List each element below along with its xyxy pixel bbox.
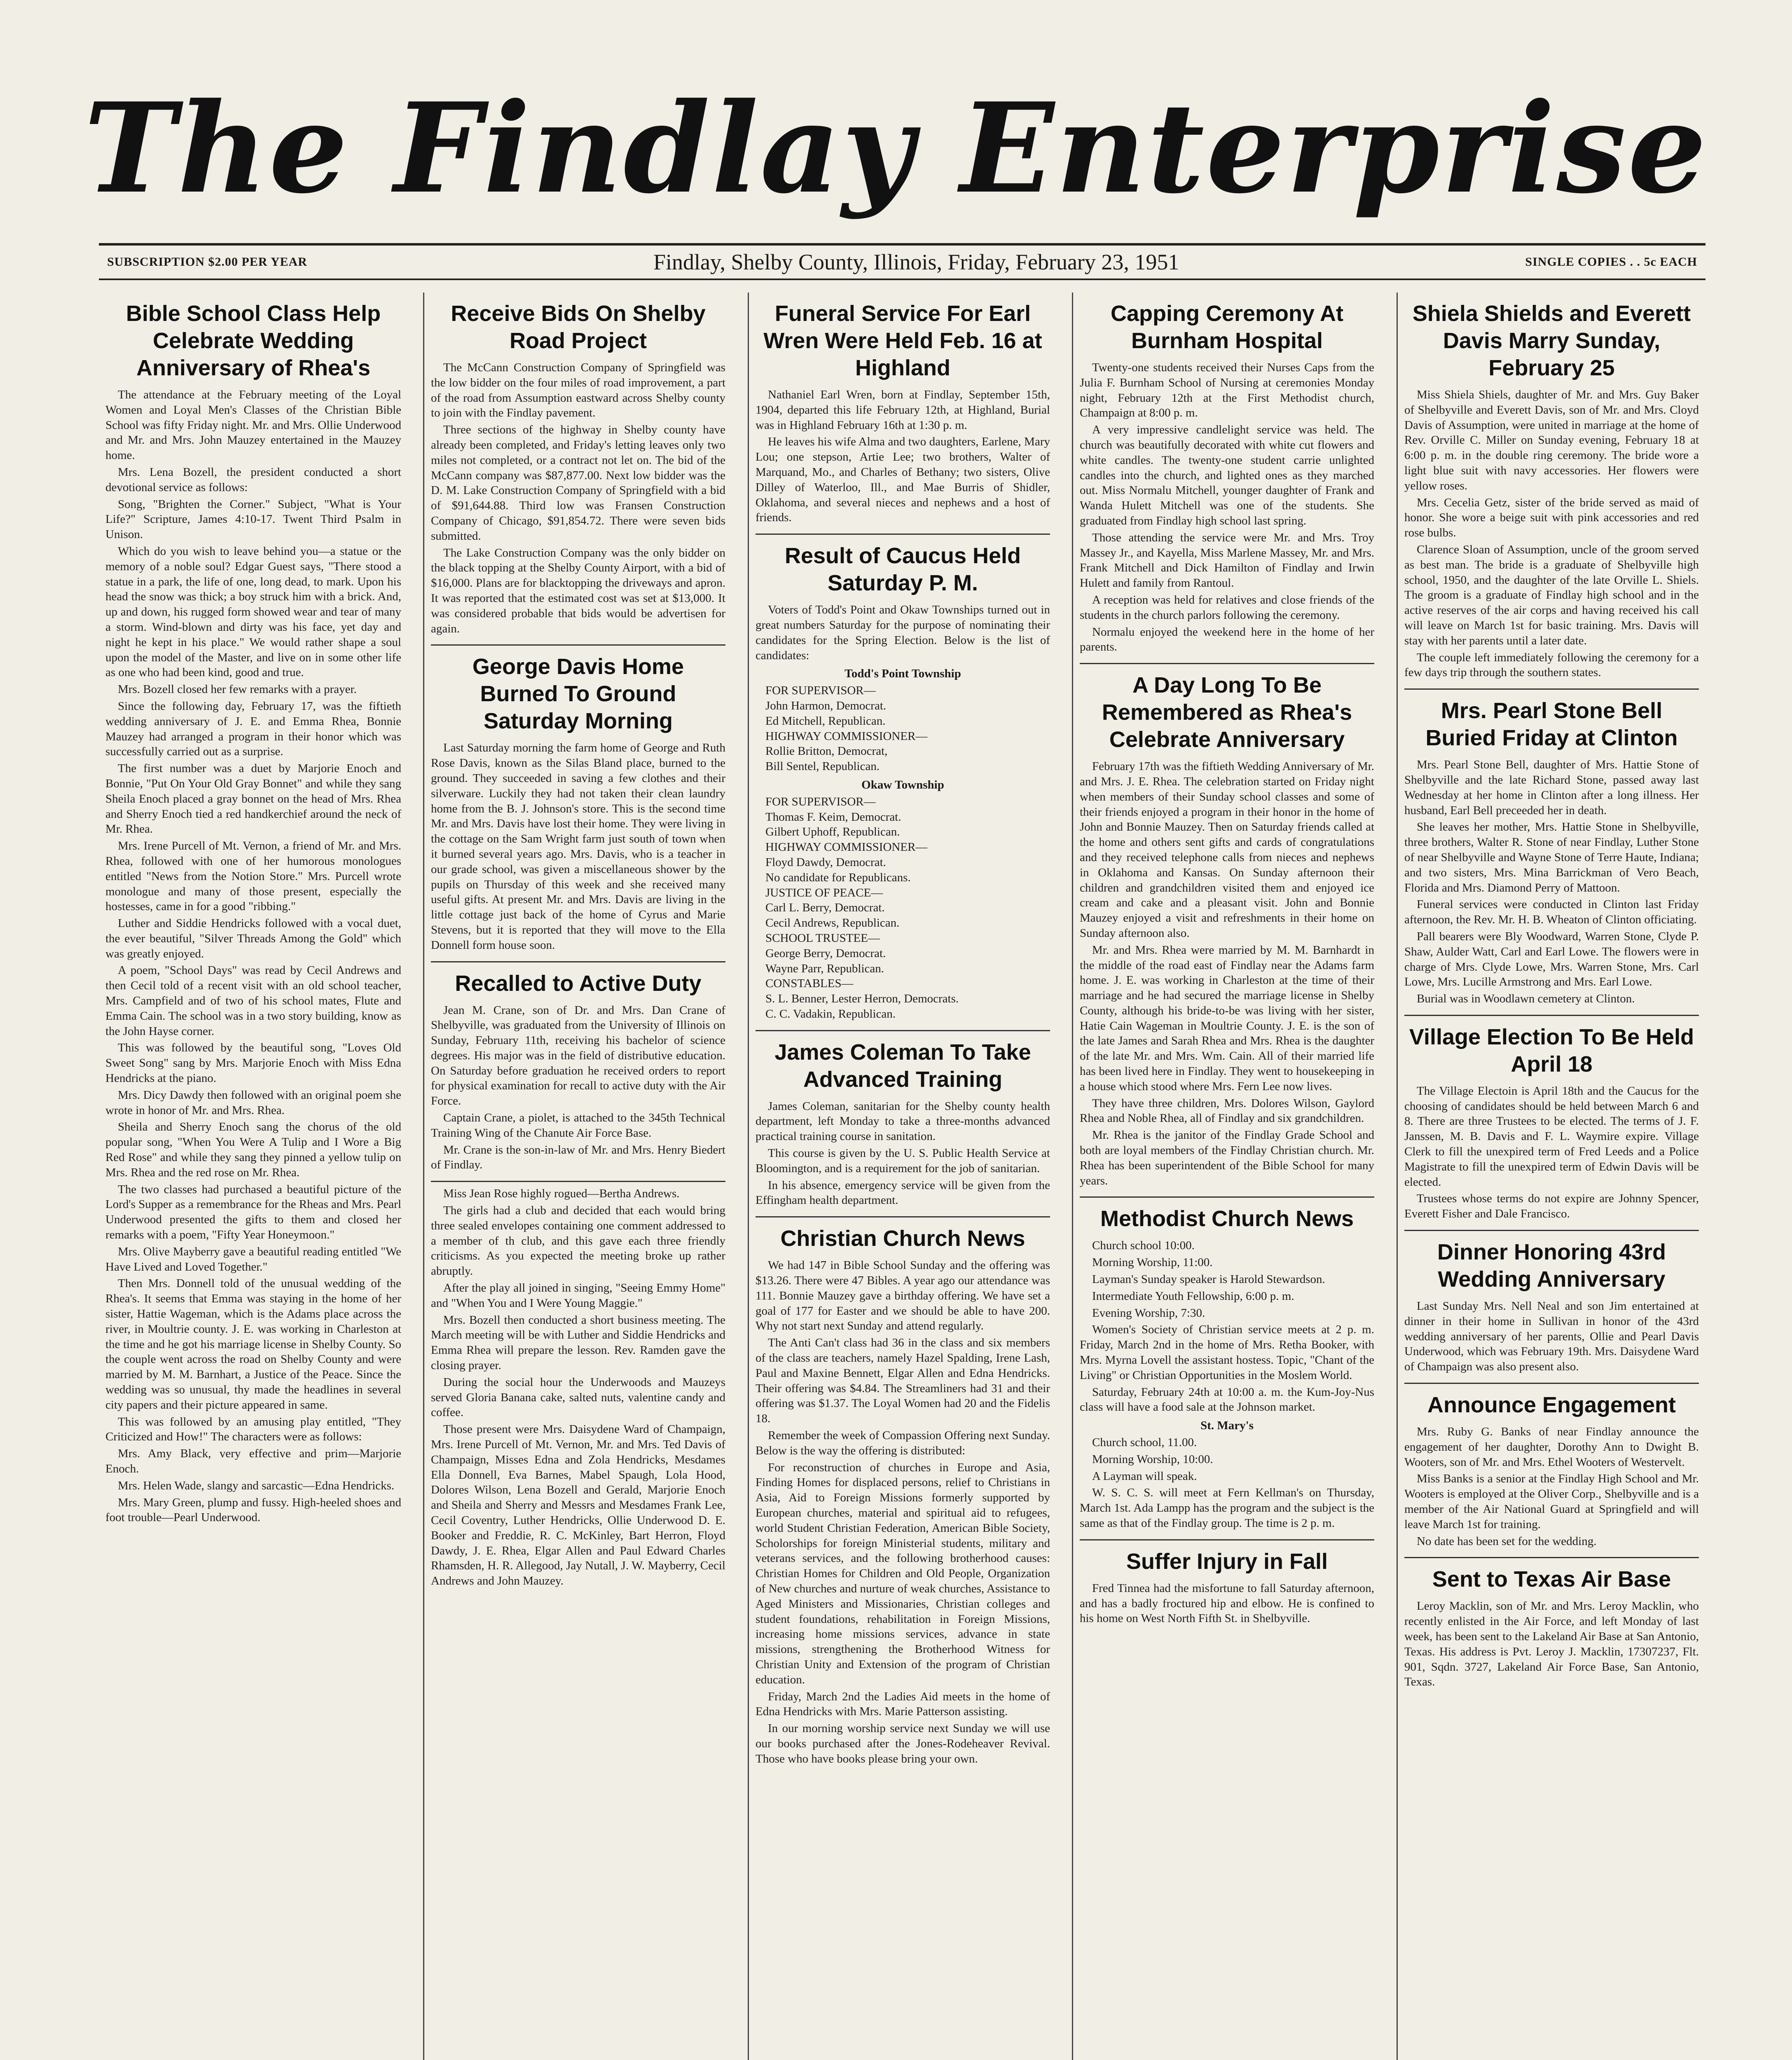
article-paragraph: Mrs. Ruby G. Banks of near Findlay announce the engagement of her daughter, Dorothy Ann to Dwight B. Wooters, son of Mr. and Mrs. Ethel Wooters of Westervelt.	[1404, 1425, 1699, 1469]
article-headline: Sent to Texas Air Base	[1432, 1567, 1671, 1592]
article-paragraph: Funeral services were conducted in Clinton last Friday afternoon, the Rev. Mr. H. B. Wheaton of Clinton officiating.	[1404, 898, 1699, 927]
article	[431, 644, 725, 953]
article-paragraph: A very impressive candlelight service was held. The church was beautifully decorated with white cut flowers and white candles. The twenty-one student carrie unlighted candles into the church, and lighted ones as they marched out. Miss Normalu Mitchell, younger daughter of Frank and Wanda Hulett Mitchell was one of the students. She graduated from Findlay high school last spring.	[1080, 423, 1374, 527]
article-paragraph: Voters of Todd's Point and Okaw Townships turned out in great numbers Saturday for the purpose of nominating their candidates for the Spring Election. Below is the list of candidates:	[756, 603, 1050, 662]
article-paragraph: Jean M. Crane, son of Dr. and Mrs. Dan Crane of Shelbyville, was graduated from the University of Illinois on Sunday, February 11th, receiving his bachelor of science degrees. His major was in the field of distributive education. On Saturday before graduation he received orders to report for physical examination for recall to active duty with the Air Force.	[431, 1003, 725, 1108]
article-paragraph: February 17th was the fiftieth Wedding Anniversary of Mr. and Mrs. J. E. Rhea. The celebration started on Friday night when members of their Sunday school classes and some of their friends enjoyed a program in their honor in the home of John and Bonnie Mauzey. Then on Saturday friends called at the home and others sent gifts and cards of congratulations and they received telephone calls from nieces and nephews in Oklahoma and Kansas. On Sunday afternoon their children and grandchildren visited them and enjoyed ice cream and cake and a pleasant visit. John and Bonnie Mauzey enjoyed a visit and refreshments in their home on Sunday afternoon also.	[1080, 760, 1374, 940]
article	[1080, 663, 1374, 1188]
article-divider	[1080, 1196, 1374, 1198]
article-divider	[431, 961, 725, 962]
article-paragraph: Mrs. Irene Purcell of Mt. Vernon, a friend of Mr. and Mrs. Rhea, followed with one of her humorous monologues entitled "News from the Notion Store." Mrs. Purcell wrote monologue and many of those present, especially the hostesses, came in for a good "ribbing."	[105, 839, 401, 913]
article-paragraph: Remember the week of Compassion Offering next Sunday. Below is the way the offering is distributed:	[756, 1429, 1050, 1457]
article-paragraph: Women's Society of Christian service meets at 2 p. m. Friday, March 2nd in the home of Mrs. Retha Booker, with Mrs. Myrna Lovell the assistant hostess. Topic, "Chant of the Living" or Christian Opportunities in the Moslem World.	[1080, 1323, 1374, 1382]
candidate-list-item: C. C. Vadakin, Republican.	[765, 1007, 896, 1021]
article-divider	[431, 644, 725, 646]
article-divider	[1404, 688, 1699, 690]
article	[431, 961, 725, 1173]
article-paragraph: W. S. C. S. will meet at Fern Kellman's on Thursday, March 1st. Ada Lampp has the program and the subject is the same as that of the Findlay group. The time is 2 p. m.	[1080, 1486, 1374, 1530]
article	[1404, 1557, 1699, 1690]
article-divider	[1080, 1539, 1374, 1540]
article-paragraph: The girls had a club and decided that each would bring three sealed envelopes containing one comment addressed to a member of th club, and this gave each three friendly criticisms. As you expected the meeting broke up rather abruptly.	[431, 1204, 725, 1278]
article-headline: Mrs. Pearl Stone Bell Buried Friday at Clinton	[1425, 698, 1678, 751]
article-headline: Funeral Service For Earl Wren Were Held Feb. 16 at Highland	[763, 301, 1042, 380]
column-3	[748, 293, 1057, 2060]
article-divider	[756, 534, 1050, 535]
article	[431, 300, 725, 636]
article-paragraph: Layman's Sunday speaker is Harold Stewardson.	[1092, 1273, 1325, 1286]
article-headline: Announce Engagement	[1427, 1393, 1676, 1418]
article-paragraph: Clarence Sloan of Assumption, uncle of the groom served as best man. The bride is a graduate of Shelbyville high school, 1950, and the daughter of the late Orville L. Shiels. The groom is a graduate of Findlay high school and in the active reserves of the air corps and having received his call will leave on March 1st for basic training. Mrs. Davis will stay with her parents until a later date.	[1404, 543, 1699, 647]
article-headline: Capping Ceremony At Burnham Hospital	[1110, 301, 1344, 353]
column-1	[99, 293, 408, 2060]
column-4	[1072, 293, 1381, 2060]
article-paragraph: Three sections of the highway in Shelby county have already been completed, and Friday's letting leaves only two miles not completed, or a contract not let on. The bid of the McCann company was $87,877.00. Next low bidder was the D. M. Lake Construction Company of Springfield with a bid of $91,644.88. Third low was Fransen Construction Company of Chicago, $91,854.72. There were seven bids submitted.	[431, 423, 725, 543]
article	[1404, 1383, 1699, 1549]
article-paragraph: Luther and Siddie Hendricks followed with a vocal duet, the ever beautiful, "Silver Threads Among the Gold" which was greatly enjoyed.	[105, 917, 401, 960]
candidate-list-item: No candidate for Republicans.	[765, 871, 911, 884]
article-paragraph: The Village Electoin is April 18th and the Caucus for the choosing of candidates should be held between March 6 and 8. There are three Trustees to be elected. The terms of J. F. Janssen, M. B. Davis and F. L. Waymire expire. Village Clerk to fill the unexpired term of Fred Leeds and a Police Magistrate to fill the unexpired term of Edwin Davis will be elected.	[1404, 1084, 1699, 1189]
article-paragraph: Sheila and Sherry Enoch sang the chorus of the old popular song, "When You Were A Tulip and I Wore a Big Red Rose" and while they sang they pinned a yellow tulip on Mrs. Rhea and the red rose on Mr. Rhea.	[105, 1120, 401, 1179]
article-paragraph: Trustees whose terms do not expire are Johnny Spencer, Everett Fisher and Dale Francisco.	[1404, 1192, 1699, 1221]
article-paragraph: Twenty-one students received their Nurses Caps from the Julia F. Burnham School of Nursing at ceremonies Monday night, February 12th at the First Methodist church, Champaign at 8:00 p. m.	[1080, 361, 1374, 420]
article-divider	[1404, 1383, 1699, 1384]
candidate-list-title: Okaw Township	[861, 778, 944, 791]
article-paragraph: Burial was in Woodlawn cemetery at Clinton.	[1417, 992, 1635, 1006]
article-paragraph: The McCann Construction Company of Springfield was the low bidder on the four miles of road improvement, a part of the road from Assumption eastward across Shelby county to join with the Findlay pavement.	[431, 361, 725, 420]
candidate-list-item: HIGHWAY COMMISSIONER—	[765, 729, 928, 743]
article-paragraph: Church school 10:00.	[1092, 1239, 1195, 1252]
article	[1404, 688, 1699, 1007]
news-columns	[99, 293, 1705, 2060]
article-paragraph: Since the following day, February 17, was the fiftieth wedding anniversary of J. E. and Emma Rhea, Bonnie Mauzey had arranged a program in their honor which was successfully carried out as a surprise.	[105, 699, 401, 758]
article-headline: Suffer Injury in Fall	[1126, 1549, 1328, 1574]
article-paragraph: Mrs. Amy Black, very effective and prim—Marjorie Enoch.	[105, 1447, 401, 1475]
candidate-list-item: Carl L. Berry, Democrat.	[765, 901, 885, 915]
article-paragraph: Mrs. Helen Wade, slangy and sarcastic—Edna Hendricks.	[118, 1479, 395, 1492]
article-paragraph: Captain Crane, a piolet, is attached to the 345th Technical Training Wing of the Chanute Air Force Base.	[431, 1111, 725, 1140]
article-paragraph: This was followed by the beautiful song, "Loves Old Sweet Song" sang by Mrs. Marjorie Enoch with Miss Edna Hendricks at the piano.	[105, 1041, 401, 1085]
article-paragraph: The two classes had purchased a beautiful picture of the Lord's Supper as a remembrance for the Rheas and Mrs. Pearl Underwood presented the gifts to them and closed her remarks with a poem, "Fifty Year Honeymoon."	[105, 1182, 401, 1242]
article-divider	[1404, 1557, 1699, 1558]
article-divider	[756, 1030, 1050, 1031]
article-paragraph: Mrs. Lena Bozell, the president conducted a short devotional service as follows:	[105, 465, 401, 494]
article-paragraph: Last Sunday Mrs. Nell Neal and son Jim entertained at dinner in their home in Sullivan in honor of the 43rd wedding anniversary of her parents, Ollie and Pearl Davis Underwood, which was February 19th. Mrs. Daisydene Ward of Champaign was also present also.	[1404, 1299, 1699, 1374]
article-paragraph: The Anti Can't class had 36 in the class and six members of the class are teachers, namely Hazel Spalding, Irene Lash, Paul and Maxine Bennett, Elgar Allen and Edna Hendricks. Their offering was $4.84. The Streamliners had 31 and their offering was $1.37. The Loyal Women had 20 and the Fidelis 18.	[756, 1336, 1050, 1426]
article-divider	[1404, 1230, 1699, 1231]
article-paragraph: This was followed by an amusing play entitled, "They Criticized and How!" The characters were as follows:	[105, 1415, 401, 1444]
subscription-price: SUBSCRIPTION $2.00 PER YEAR	[107, 255, 307, 269]
article-paragraph: He leaves his wife Alma and two daughters, Earlene, Mary Lou; one stepson, Artie Lee; two brothers, Walter of Marquand, Mo., and Charles of Bethany; two sisters, Olive Dilley of Waterloo, Ill., and Mae Burris of Shidler, Oklahoma, and several nieces and nephews and a host of friends.	[756, 435, 1050, 524]
article-paragraph: Morning Worship, 11:00.	[1092, 1256, 1213, 1269]
article-paragraph: Fred Tinnea had the misfortune to fall Saturday afternoon, and has a badly froctured hip and elbow. He is confined to his home on West North Fifth St. in Shelbyville.	[1080, 1581, 1374, 1625]
column-5	[1397, 293, 1705, 2060]
candidate-list-item: HIGHWAY COMMISSIONER—	[765, 840, 928, 854]
article	[756, 1216, 1050, 1766]
article-subhead: St. Mary's	[1200, 1419, 1254, 1433]
article	[756, 1030, 1050, 1208]
article-paragraph: The first number was a duet by Marjorie Enoch and Bonnie, "Put On Your Old Gray Bonnet" and while they sang Sheila Enoch placed a gray bonnet on the head of Mrs. Rhea and Sherry Enoch tied a red handkerchief around the neck of Mr. Rhea.	[105, 762, 401, 836]
article-paragraph: Normalu enjoyed the weekend here in the home of her parents.	[1080, 625, 1374, 654]
article	[1080, 1196, 1374, 1531]
article-paragraph: Which do you wish to leave behind you—a statue or the memory of a noble soul? Edgar Guest says, "There stood a statue in a park, the life of one, long dead, to mark. Upon his head the snow was thick; a boy struck him with a brick. And, up and down, his rugged form showed wear and tear of many a storm. Wind-blown and dirty was his face, yet day and night he kept in his place." We would rather shape a soul upon the model of the Master, and live on in some other life as one who had been kind, good and true.	[105, 544, 401, 679]
article-paragraph: Song, "Brighten the Corner." Subject, "What is Your Life?" Scripture, James 4:10-17. Twent Third Psalm in Unison.	[105, 497, 401, 541]
article-paragraph: Church school, 11.00.	[1092, 1436, 1197, 1449]
issue-dateline: Findlay, Shelby County, Illinois, Friday, February 23, 1951	[653, 250, 1179, 274]
article-paragraph: In his absence, emergency service will be given from the Effingham health department.	[756, 1178, 1050, 1207]
article-headline: Result of Caucus Held Saturday P. M.	[784, 543, 1021, 596]
article-paragraph: Miss Banks is a senior at the Findlay High School and Mr. Wooters is employed at the Oliver Corp., Shelbyville and is a member of the Air National Guard at Springfield and will leave March 1st for training.	[1404, 1472, 1699, 1531]
article-paragraph: Last Saturday morning the farm home of George and Ruth Rose Davis, known as the Silas Bland place, burned to the ground. They succeeded in saving a few clothes and their silverware. Luckily they had not taken their clean laundry home from the B. J. Johnson's store. This is the second time Mr. and Mrs. Davis have lost their home. They were living in the cottage on the Sam Wright farm just south of town when it burned several years ago. Mrs. Davis, who is a teacher in our grade school, was given a miscellaneous shower by the pupils on Thursday of this week and she received many useful gifts. At present Mr. and Mrs. Davis are living in the little cottage just back of the home of Cyrus and Marie Stevens, but it is reported that they will move to the Ella Donnell form house soon.	[431, 741, 725, 952]
candidate-list-title: Todd's Point Township	[845, 667, 961, 681]
article-paragraph: Miss Shiela Shiels, daughter of Mr. and Mrs. Guy Baker of Shelbyville and Everett Davis, son of Mr. and Mrs. Cloyd Davis of Assumption, were united in marriage at the home of Rev. Orville C. Miller on Sunday evening, February 18 at 6:00 p. m. in the double ring ceremony. The bride wore a light blue suit with navy accessories. Her flowers were yellow roses.	[1404, 388, 1699, 492]
article-divider	[756, 1216, 1050, 1217]
article-divider	[1404, 1015, 1699, 1016]
article-headline: Receive Bids On Shelby Road Project	[451, 301, 706, 353]
article-paragraph: Mrs. Dicy Dawdy then followed with an original poem she wrote in honor of Mr. and Mrs. Rhea.	[105, 1088, 401, 1117]
article	[756, 300, 1050, 525]
article-paragraph: No date has been set for the wedding.	[1417, 1534, 1597, 1548]
article-paragraph: Leroy Macklin, son of Mr. and Mrs. Leroy Macklin, who recently enlisted in the Air Force, and left Monday of last week, has been sent to the Lakeland Air Base at San Antonio, Texas. His address is Pvt. Leroy J. Macklin, 17307237, Flt. 901, Sqdn. 3727, Lakeland Air Force Base, San Antonio, Texas.	[1404, 1599, 1699, 1689]
article-paragraph: Mrs. Bozell closed her few remarks with a prayer.	[118, 683, 357, 696]
article-paragraph: We had 147 in Bible School Sunday and the offering was $13.26. There were 47 Bibles. A year ago our attendance was 111. Bonnie Mauzey gave a birthday offering. We have set a goal of 177 for Easter and we should be able to have 200. Why not start next Sunday and attend regularly.	[756, 1259, 1050, 1333]
candidate-list-item: Cecil Andrews, Republican.	[765, 916, 900, 930]
article-headline: James Coleman To Take Advanced Training	[774, 1039, 1031, 1092]
article	[1080, 300, 1374, 655]
candidate-list-item: CONSTABLES—	[765, 977, 854, 990]
masthead-title: The Findlay Enterprise	[84, 75, 1708, 221]
article-headline: Dinner Honoring 43rd Wedding Anniversary	[1437, 1240, 1666, 1292]
article-paragraph: Mrs. Olive Mayberry gave a beautiful reading entitled "We Have Lived and Loved Together."	[105, 1245, 401, 1273]
article-paragraph: A reception was held for relatives and close friends of the students in the church parlors following the ceremony.	[1080, 593, 1374, 622]
candidate-list-item: Floyd Dawdy, Democrat.	[765, 855, 886, 869]
article	[105, 300, 401, 1525]
article-paragraph: Mrs. Pearl Stone Bell, daughter of Mrs. Hattie Stone of Shelbyville and the late Richard Stone, passed away last Wednesday at her home in Clinton after a long illness. Her husband, Earl Bell preceeded her in death.	[1404, 758, 1699, 817]
article-paragraph: Mr. and Mrs. Rhea were married by M. M. Barnhardt in the middle of the road east of Findlay near the Adams farm home. J. E. was working in Charleston at the time of their marriage and he had secured the marriage license in Shelby County, although his bride-to-be was living with her sister, Hatie Cain Wageman in Moultrie County. J. E. is the son of the late James and Sarah Rhea and Mrs. Rhea is the daughter of the late Mr. and Mrs. Wm. Cain. All of their married life has been lived here in Findlay. They went to housekeeping in a house which stood where Mrs. Fern Lee now lives.	[1080, 943, 1374, 1093]
article	[1404, 300, 1699, 680]
article-paragraph: This course is given by the U. S. Public Health Service at Bloomington, and is a requirement for the job of sanitarian.	[756, 1147, 1050, 1175]
candidate-list-item: Gilbert Uphoff, Republican.	[765, 825, 900, 839]
article-headline: George Davis Home Burned To Ground Saturday Morning	[472, 654, 684, 734]
candidate-list-item: Rollie Britton, Democrat,	[765, 744, 888, 758]
candidate-list-item: Ed Mitchell, Republican.	[765, 714, 886, 728]
article-paragraph: They have three children, Mrs. Dolores Wilson, Gaylord Rhea and Noble Rhea, all of Findlay and six grandchildren.	[1080, 1096, 1374, 1125]
article-paragraph: A Layman will speak.	[1092, 1469, 1197, 1483]
article-paragraph: Morning Worship, 10:00.	[1092, 1452, 1213, 1466]
column-2	[423, 293, 732, 2060]
article-paragraph: The attendance at the February meeting of the Loyal Women and Loyal Men's Classes of the Christian Bible School was fifty Friday night. Mr. and Mrs. Ollie Underwood and Mr. and Mrs. John Mauzey entertained in the Mauzey home.	[105, 388, 401, 462]
article-paragraph: Nathaniel Earl Wren, born at Findlay, September 15th, 1904, departed this life February 12th, at Highland, Burial was in Highland February 16th at 1:30 p. m.	[756, 388, 1050, 432]
article	[1080, 1539, 1374, 1626]
article-paragraph: Mr. Crane is the son-in-law of Mr. and Mrs. Henry Biedert of Findlay.	[431, 1143, 725, 1172]
candidate-list-item: Thomas F. Keim, Democrat.	[765, 810, 901, 824]
article-paragraph: During the social hour the Underwoods and Mauzeys served Gloria Banana cake, salted nuts, valentine candy and coffee.	[431, 1375, 725, 1419]
article-headline: A Day Long To Be Remembered as Rhea's Celebrate Anniversary	[1102, 673, 1352, 752]
article-paragraph: Then Mrs. Donnell told of the unusual wedding of the Rhea's. It seems that Emma was staying in the home of her sister, Hattie Wageman, which is the Adams place across the river, in Moultrie county. J. E. was working in Charleston at the time and he got his marriage license in Shelby County. So the couple went across the road on Shelby County and were married by M. M. Barnhart, a Justice of the Peace. Since the wedding was so unusual, thy made the headlines in several city papers and their picture appeared in same.	[105, 1277, 401, 1412]
article-headline: Recalled to Active Duty	[455, 971, 702, 996]
article-paragraph: For reconstruction of churches in Europe and Asia, Finding Homes for displaced persons, relief to Christians in Asia, Aid to Foreign Missions formerly supported by European churches, material and spiritual aid to refugees, world Student Christian Federation, American Bible Society, Scholorships for foreign Ministerial students, military and veterans services, and the following brotherhood causes: Christian Homes for Children and Old People, Organization of New churches and nurture of weak churches, Assistance to Aged Ministers and Missionaries, Christian colleges and student foundations, rehabilitation in Foreign Missions, increasing home missions services, advance in state missions, strengthening the Brotherhood Witness for Christian Unity and Extension of the program of Christian education.	[756, 1461, 1050, 1686]
candidate-list-item: Bill Sentel, Republican.	[765, 760, 880, 773]
article-paragraph: A poem, "School Days" was read by Cecil Andrews and then Cecil told of a recent visit with an old school teacher, Mrs. Campfield and of two of his school mates, Flute and Emma Cain. The school was in a two story building, know as the John Hayse corner.	[105, 964, 401, 1038]
article-paragraph: Evening Worship, 7:30.	[1092, 1306, 1205, 1320]
article-paragraph: The Lake Construction Company was the only bidder on the black topping at the Shelby County Airport, with a bid of $16,000. Plans are for blacktopping the driveways and apron. It was reported that the estimated cost was set at $13,000. It was considered probable that bids would be advertisen for again.	[431, 546, 725, 635]
article-paragraph: Miss Jean Rose highly rogued—Bertha Andrews.	[443, 1187, 680, 1201]
candidate-list-item: SCHOOL TRUSTEE—	[765, 931, 880, 945]
single-copy-price: SINGLE COPIES . . 5c EACH	[1525, 255, 1697, 269]
article-divider	[431, 1181, 725, 1182]
article	[1404, 1015, 1699, 1222]
article	[756, 534, 1050, 1022]
article	[1404, 1230, 1699, 1374]
article-paragraph: Those attending the service were Mr. and Mrs. Troy Massey Jr., and Kayella, Miss Marlene Massey, Mr. and Mrs. Frank Mitchell and Dick Hamilton of Findlay and Irwin Hulett and family from Rantoul.	[1080, 531, 1374, 590]
article-headline: Shiela Shields and Everett Davis Marry Sunday, February 25	[1412, 301, 1691, 380]
candidate-list-item: Wayne Parr, Republican.	[765, 962, 884, 975]
article-paragraph: Those present were Mrs. Daisydene Ward of Champaign, Mrs. Irene Purcell of Mt. Vernon, Mr. and Mrs. Ted Davis of Champaign, Misses Edna and Zola Hendricks, Mesdames Ella Donnell, Eva Barnes, Mabel Spaugh, Lola Hood, Dolores Wilson, Lena Bozell and Gerald, Marjorie Enoch and Sheila and Sherry and Messrs and Mesdames Frank Lee, Cecil Coventry, Luther Hendricks, Ollie Underwood D. E. Booker and Freddie, R. C. McKinley, Bart Herron, Floyd Dawdy, J. E. Rhea, Elgar Allen and Paul Edward Charles Rhamsden, H. R. Allegood, Jay Nutall, J. W. Mayberry, Cecil Andrews and John Mauzey.	[431, 1423, 725, 1588]
article-headline: Village Election To Be Held April 18	[1409, 1024, 1694, 1077]
article-paragraph: The couple left immediately following the ceremony for a few days trip through the southern states.	[1404, 651, 1699, 679]
article-paragraph: Mrs. Cecelia Getz, sister of the bride served as maid of honor. She wore a beige suit with pink accessories and red rose bulbs.	[1404, 496, 1699, 540]
article-divider	[1080, 663, 1374, 664]
article-paragraph: Mrs. Bozell then conducted a short business meeting. The March meeting will be with Luther and Siddie Hendricks and Emma Rhea will prepare the lesson. Rev. Ramden gave the closing prayer.	[431, 1313, 725, 1372]
article-paragraph: Intermediate Youth Fellowship, 6:00 p. m.	[1092, 1289, 1294, 1303]
article-paragraph: In our morning worship service next Sunday we will use our books purchased after the Jones-Rodeheaver Revival. Those who have books please bring your own.	[756, 1722, 1050, 1765]
candidate-list-item: S. L. Benner, Lester Herron, Democrats.	[765, 992, 959, 1006]
article-paragraph: Saturday, February 24th at 10:00 a. m. the Kum-Joy-Nus class will have a food sale at the Johnson market.	[1080, 1385, 1374, 1414]
article-headline: Methodist Church News	[1100, 1206, 1354, 1231]
candidate-list-item: FOR SUPERVISOR—	[765, 684, 876, 698]
candidate-list-item: George Berry, Democrat.	[765, 946, 886, 960]
article-paragraph: Mrs. Mary Green, plump and fussy. High-heeled shoes and foot trouble—Pearl Underwood.	[105, 1496, 401, 1524]
article-paragraph: James Coleman, sanitarian for the Shelby county health department, left Monday to take a three-months advanced practical training course in sanitation.	[756, 1099, 1050, 1143]
candidate-list-item: JUSTICE OF PEACE—	[765, 886, 883, 899]
article-paragraph: Friday, March 2nd the Ladies Aid meets in the home of Edna Hendricks with Mrs. Marie Patterson assisting.	[756, 1690, 1050, 1718]
article-paragraph: She leaves her mother, Mrs. Hattie Stone in Shelbyville, three brothers, Walter R. Stone of near Findlay, Luther Stone of near Shelbyville and Wayne Stone of Terre Haute, Indiana; and two sisters, Mrs. Mina Barrickman of Vero Beach, Florida and Mrs. Diamond Perry of Mattoon.	[1404, 820, 1699, 894]
candidate-list-item: FOR SUPERVISOR—	[765, 795, 876, 808]
article-headline: Bible School Class Help Celebrate Wedding Anniversary of Rhea's	[126, 301, 381, 380]
article-paragraph: After the play all joined in singing, "Seeing Emmy Home" and "When You and I Were Young Maggie."	[431, 1281, 725, 1310]
article-paragraph: Mr. Rhea is the janitor of the Findlay Grade School and both are loyal members of the Findlay Christian church. Mr. Rhea has been superintendent of the Bible School for many years.	[1080, 1128, 1374, 1187]
article-headline: Christian Church News	[780, 1226, 1025, 1251]
article-paragraph: Pall bearers were Bly Woodward, Warren Stone, Clyde P. Shaw, Aulder Watt, Carl and Earl Lowe. The flowers were in charge of Mrs. Clyde Lowe, Mrs. Warren Stone, Mrs. Carl Lowe, Mrs. Lucille Armstrong and Mrs. Earl Lowe.	[1404, 929, 1699, 989]
article	[431, 1181, 725, 1589]
dateline-bar	[99, 243, 1705, 280]
candidate-list-item: John Harmon, Democrat.	[765, 699, 887, 712]
